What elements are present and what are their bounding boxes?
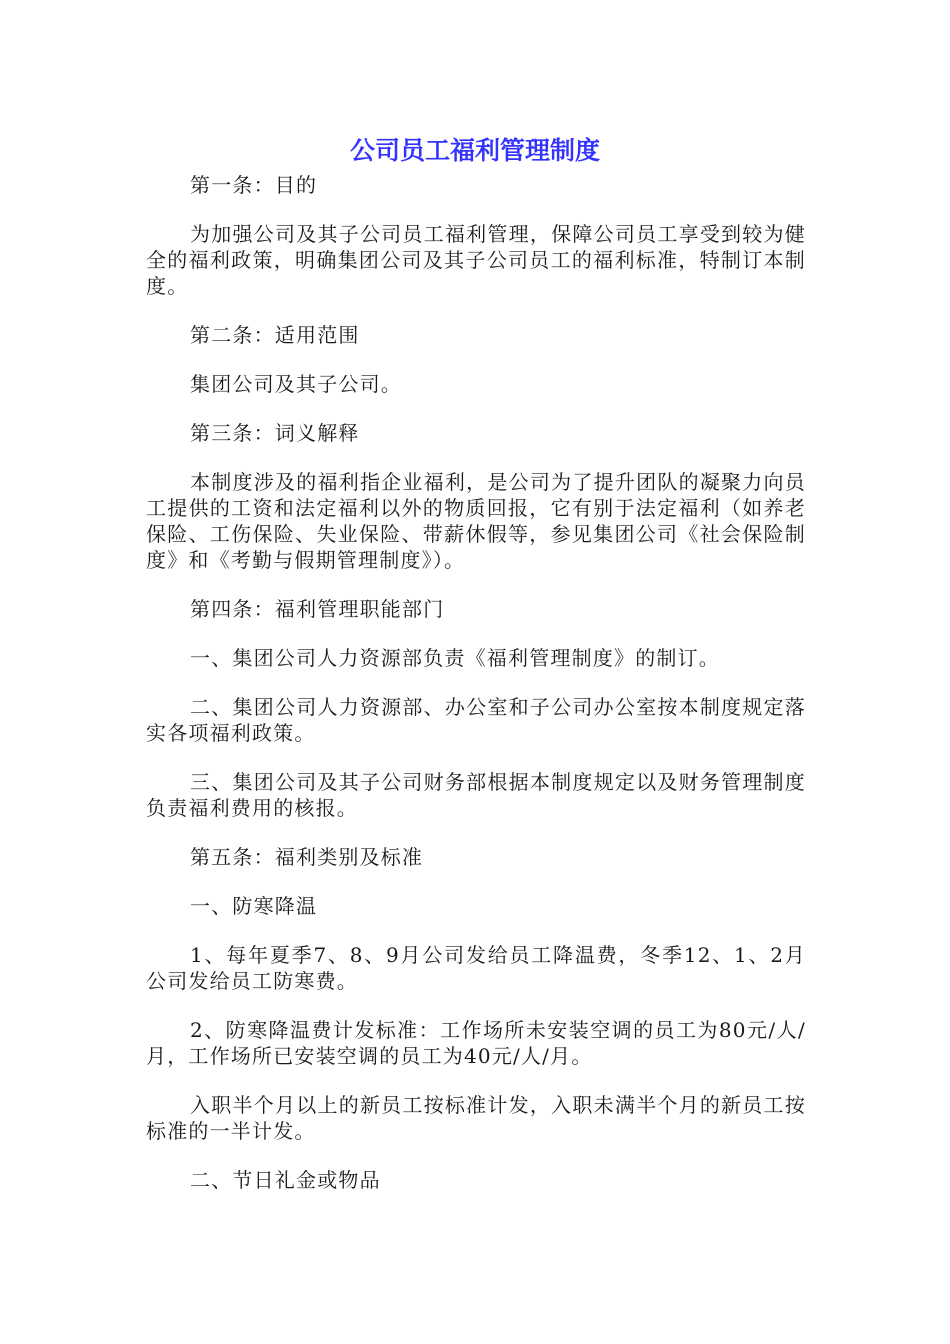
- article-5-section-2: 二、节日礼金或物品: [190, 1168, 381, 1192]
- article-4-item-3: 三、集团公司及其子公司财务部根据本制度规定以及财务管理制度负责福利费用的核报。: [146, 770, 806, 820]
- article-2-heading: 第二条：适用范围: [190, 323, 360, 347]
- article-4-item-2: 二、集团公司人力资源部、办公室和子公司办公室按本制度规定落实各项福利政策。: [146, 695, 806, 745]
- article-5-section-1-item-1: 1、每年夏季7、8、9月公司发给员工降温费，冬季12、1、2月公司发给员工防寒费。: [146, 943, 806, 993]
- document-title: 公司员工福利管理制度: [349, 136, 600, 165]
- article-1-heading: 第一条：目的: [190, 173, 318, 197]
- article-2-text: 集团公司及其子公司。: [190, 372, 402, 396]
- article-5-section-1: 一、防寒降温: [190, 894, 318, 918]
- document-body: [146, 172, 806, 1216]
- article-3-text: 本制度涉及的福利指企业福利，是公司为了提升团队的凝聚力向员工提供的工资和法定福利以外的物质回报，它有别于法定福利（如养老保险、工伤保险、失业保险、带薪休假等，参见集团公司《社会保险制度》和《考勤与假期管理制度》）。: [146, 470, 806, 572]
- article-3-heading: 第三条：词义解释: [190, 421, 360, 445]
- article-5-section-1-note: 入职半个月以上的新员工按标准计发，入职未满半个月的新员工按标准的一半计发。: [146, 1093, 806, 1143]
- article-1-text: 为加强公司及其子公司员工福利管理，保障公司员工享受到较为健全的福利政策，明确集团公司及其子公司员工的福利标准，特制订本制度。: [146, 222, 806, 298]
- article-4-heading: 第四条：福利管理职能部门: [190, 597, 445, 621]
- article-5-section-1-item-2: 2、防寒降温费计发标准：工作场所未安装空调的员工为80元/人/月，工作场所已安装空调的员工为40元/人/月。: [146, 1018, 806, 1068]
- article-4-item-1: 一、集团公司人力资源部负责《福利管理制度》的制订。: [190, 646, 720, 670]
- article-5-heading: 第五条：福利类别及标准: [190, 845, 424, 869]
